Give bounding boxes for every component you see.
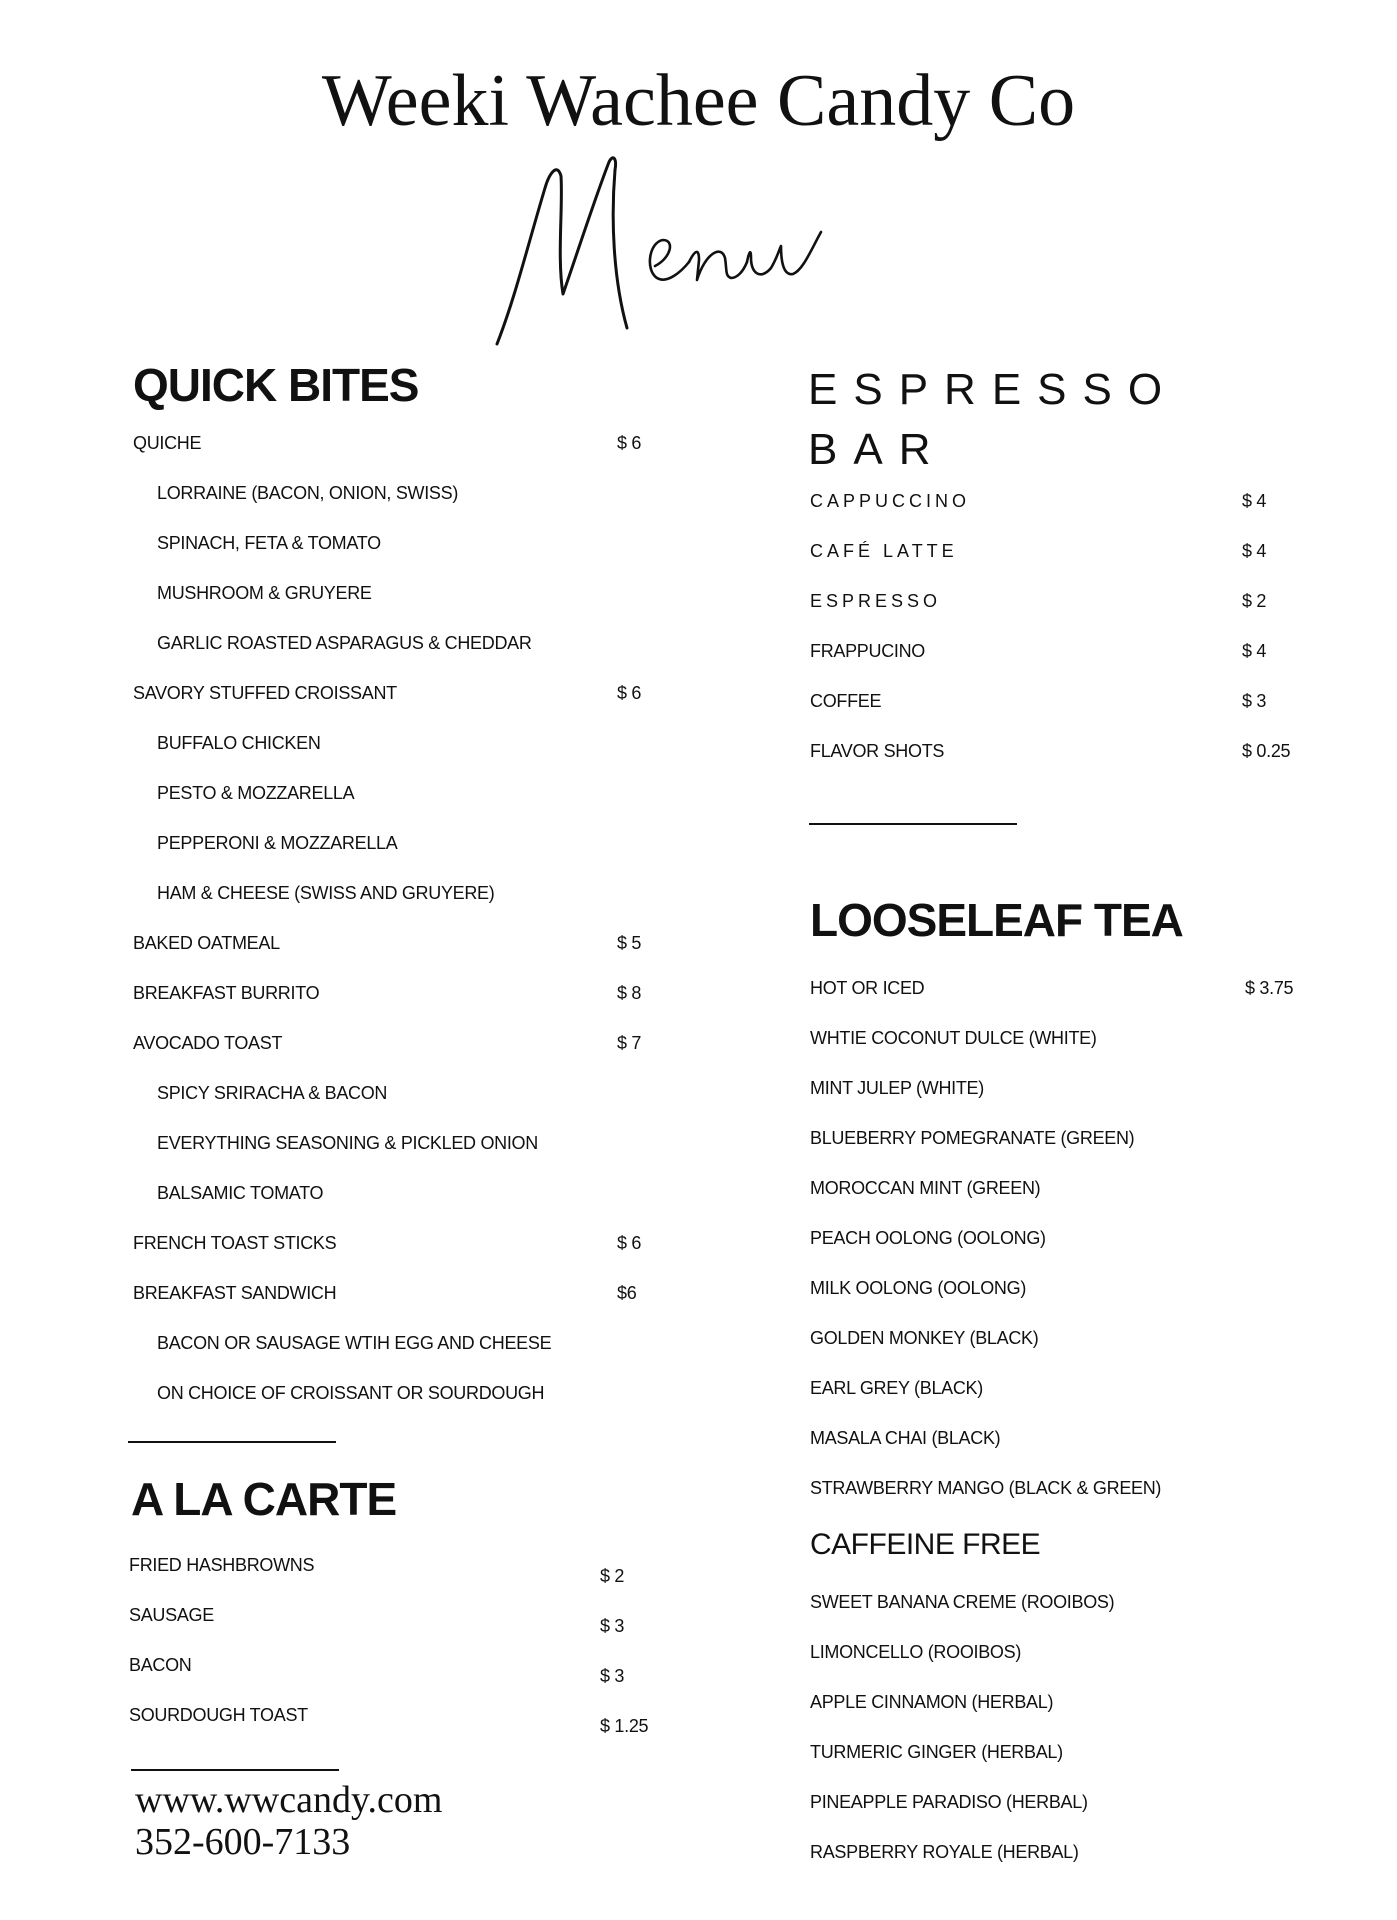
item-label: HOT OR ICED [810,978,925,998]
item-label: ESPRESSO [810,591,942,611]
item-price: $ 6 [617,433,642,453]
item-price: $ 7 [617,1033,642,1053]
item-label: GARLIC ROASTED ASPARAGUS & CHEDDAR [157,633,532,653]
item-price: $ 3 [1242,691,1267,711]
item-label: BACON [129,1655,192,1675]
item-label: PEACH OOLONG (OOLONG) [810,1228,1046,1248]
caffeine-free-section [810,1530,1040,1560]
item-label: HAM & CHEESE (SWISS AND GRUYERE) [157,883,495,903]
item-price: $ 3 [600,1666,625,1686]
phone-number: 352-600-7133 [135,1821,351,1863]
quick-bites-heading: QUICK BITES [133,359,419,411]
espresso-bar-heading-line1: ESPRESSO [808,365,1179,414]
item-label: PEPPERONI & MOZZARELLA [157,833,398,853]
contact-info [135,1779,442,1863]
item-label: BLUEBERRY POMEGRANATE (GREEN) [810,1128,1135,1148]
item-label: TURMERIC GINGER (HERBAL) [810,1742,1063,1762]
item-label: ON CHOICE OF CROISSANT OR SOURDOUGH [157,1383,545,1403]
espresso-bar-heading-line2: BAR [808,425,947,474]
item-label: RASPBERRY ROYALE (HERBAL) [810,1842,1079,1862]
item-label: EARL GREY (BLACK) [810,1378,983,1398]
item-label: QUICHE [133,433,202,453]
item-label: SAVORY STUFFED CROISSANT [133,683,397,703]
item-label: GOLDEN MONKEY (BLACK) [810,1328,1039,1348]
item-price: $ 2 [1242,591,1267,611]
quick-bites-section [133,359,419,411]
item-label: FRAPPUCINO [810,641,926,661]
item-label: MILK OOLONG (OOLONG) [810,1278,1027,1298]
caffeine-free-heading: CAFFEINE FREE [810,1528,1041,1561]
item-label: EVERYTHING SEASONING & PICKLED ONION [157,1133,538,1153]
item-label: SWEET BANANA CREME (ROOIBOS) [810,1592,1115,1612]
item-label: LORRAINE (BACON, ONION, SWISS) [157,483,459,503]
item-price: $ 3.75 [1245,978,1294,998]
item-price: $ 8 [617,983,642,1003]
item-label: BUFFALO CHICKEN [157,733,321,753]
item-price: $ 2 [600,1566,625,1586]
item-label: FLAVOR SHOTS [810,741,945,761]
item-label: MASALA CHAI (BLACK) [810,1428,1001,1448]
item-label: STRAWBERRY MANGO (BLACK & GREEN) [810,1478,1162,1498]
item-price: $ 6 [617,683,642,703]
item-label: BAKED OATMEAL [133,933,280,953]
item-label: LIMONCELLO (ROOIBOS) [810,1642,1022,1662]
item-label: SPICY SRIRACHA & BACON [157,1083,388,1103]
item-price: $ 4 [1242,491,1267,511]
item-label: FRENCH TOAST STICKS [133,1233,337,1253]
item-label: PINEAPPLE PARADISO (HERBAL) [810,1792,1088,1812]
section-divider [131,1769,339,1771]
item-price: $ 0.25 [1242,741,1291,761]
item-price: $ 6 [617,1233,642,1253]
looseleaf-tea-heading: LOOSELEAF TEA [810,894,1183,946]
section-divider [809,823,1017,825]
item-price: $ 4 [1242,641,1267,661]
item-label: CAPPUCCINO [810,491,971,511]
item-price: $ 1.25 [600,1716,649,1736]
shop-name-title: Weeki Wachee Candy Co [321,60,1076,142]
menu-script-lettering [485,148,885,358]
item-label: BREAKFAST BURRITO [133,983,320,1003]
item-label: SAUSAGE [129,1605,214,1625]
item-label: SOURDOUGH TOAST [129,1705,308,1725]
website-link[interactable]: www.wwcandy.com [135,1779,443,1821]
a-la-carte-section [131,1473,397,1525]
item-label: BACON OR SAUSAGE WTIH EGG AND CHEESE [157,1333,552,1353]
looseleaf-tea-section [810,894,1183,946]
a-la-carte-heading: A LA CARTE [131,1473,397,1525]
item-price: $6 [617,1283,637,1303]
item-label: MUSHROOM & GRUYERE [157,583,372,603]
item-label: FRIED HASHBROWNS [129,1555,315,1575]
item-label: PESTO & MOZZARELLA [157,783,355,803]
item-label: BALSAMIC TOMATO [157,1183,324,1203]
item-price: $ 5 [617,933,642,953]
item-label: MINT JULEP (WHITE) [810,1078,984,1098]
item-label: CAFÉ LATTE [810,541,958,561]
section-divider [128,1441,336,1443]
item-label: SPINACH, FETA & TOMATO [157,533,381,553]
item-label: BREAKFAST SANDWICH [133,1283,337,1303]
item-label: COFFEE [810,691,882,711]
item-label: APPLE CINNAMON (HERBAL) [810,1692,1054,1712]
item-price: $ 4 [1242,541,1267,561]
item-label: AVOCADO TOAST [133,1033,283,1053]
item-label: WHTIE COCONUT DULCE (WHITE) [810,1028,1097,1048]
item-price: $ 3 [600,1616,625,1636]
item-label: MOROCCAN MINT (GREEN) [810,1178,1041,1198]
espresso-bar-section [808,360,1178,480]
